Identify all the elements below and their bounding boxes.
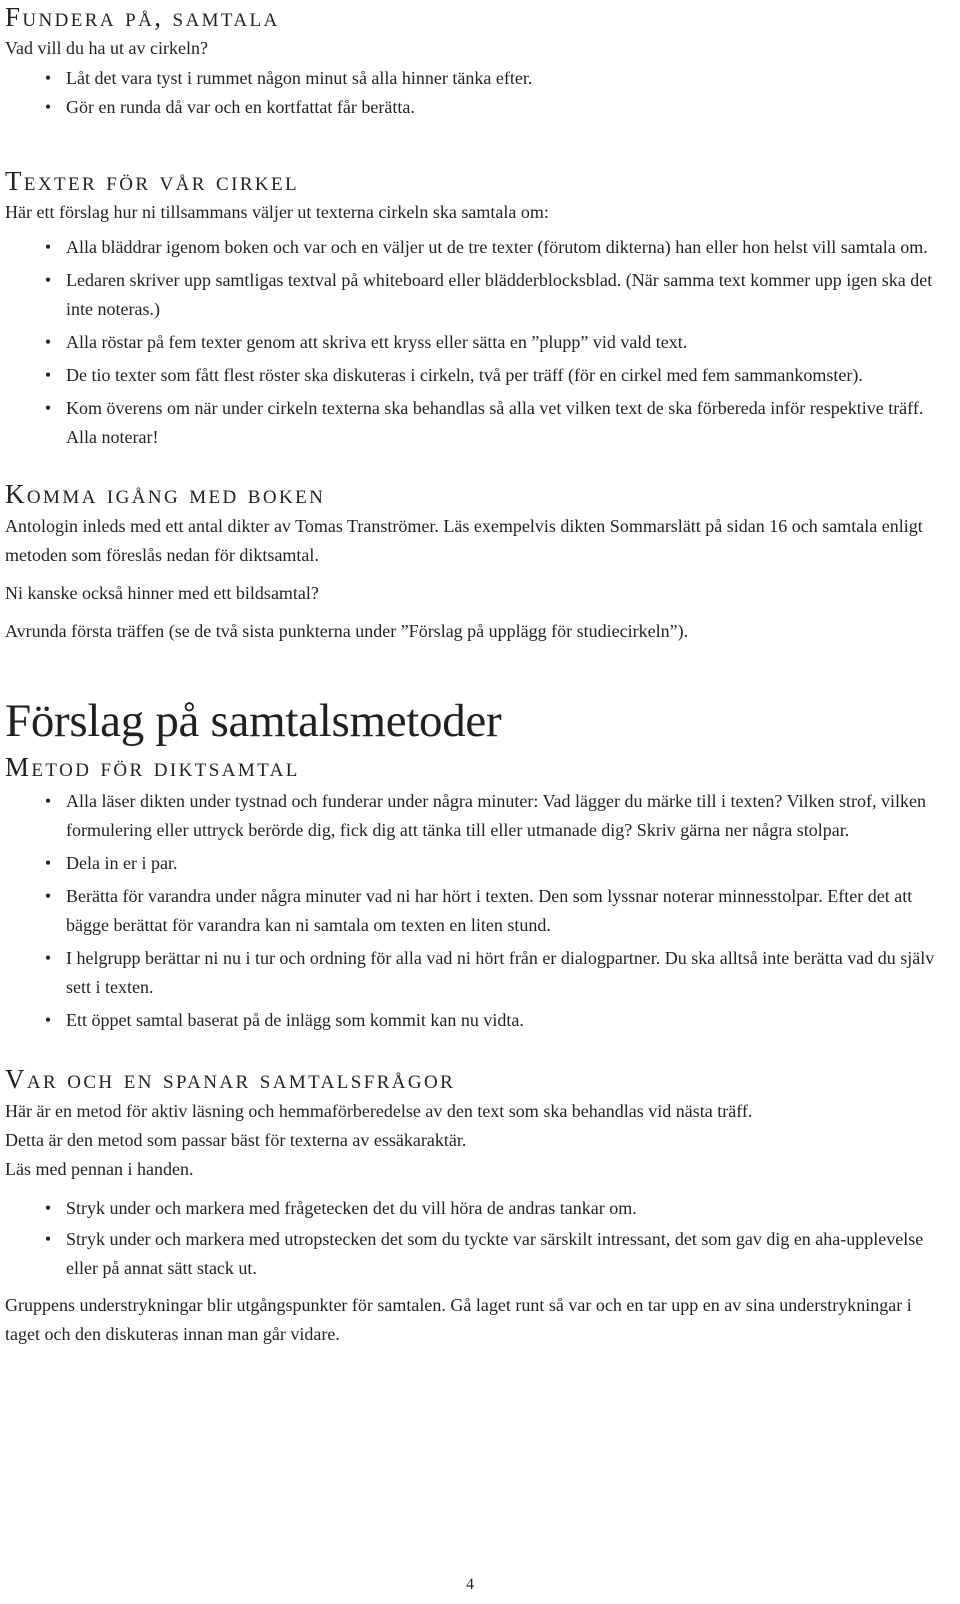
list-item: • Kom överens om när under cirkeln texterna ska behandlas så alla vet vilken text de ska förbereda inför respektive träff. Alla noterar! xyxy=(5,394,950,452)
heading-var-och-en-spanar: Var och en spanar samtalsfrågor xyxy=(5,1064,456,1094)
heading-texter: Texter för vår cirkel xyxy=(5,166,300,196)
heading-fundera: Fundera på, samtala xyxy=(5,2,280,32)
bullet-icon: • xyxy=(44,97,52,117)
section1-list xyxy=(5,64,950,122)
section4-list xyxy=(5,787,950,1035)
section5-intro-line: Här är en metod för aktiv läsning och hemmaförberedelse av den text som ska behandlas vid nästa träff. xyxy=(5,1101,753,1121)
bullet-icon: • xyxy=(44,853,52,873)
bullet-icon: • xyxy=(44,68,52,88)
bullet-icon: • xyxy=(44,332,52,352)
page-number: 4 xyxy=(466,1576,474,1593)
heading-komma-igang: Komma igång med boken xyxy=(5,479,326,509)
list-item: • Gör en runda då var och en kortfattat får berätta. xyxy=(5,93,950,122)
section5-list xyxy=(5,1194,950,1283)
list-item: • Stryk under och markera med utropstecken det som du tyckte var särskilt intressant, det som gav dig en aha-upplevelse eller på annat sätt stack ut. xyxy=(5,1225,950,1283)
list-item: • Låt det vara tyst i rummet någon minut så alla hinner tänka efter. xyxy=(5,64,950,93)
list-item: • Dela in er i par. xyxy=(5,849,950,878)
heading-metod-diktsamtal: Metod för diktsamtal xyxy=(5,752,300,782)
list-item: • Alla bläddrar igenom boken och var och en väljer ut de tre texter (förutom dikterna) han eller hon helst vill samtala om. xyxy=(5,233,950,262)
bullet-icon: • xyxy=(44,398,52,418)
list-item: • Alla röstar på fem texter genom att skriva ett kryss eller sätta en ”plupp” vid vald text. xyxy=(5,328,950,357)
list-item: • De tio texter som fått flest röster ska diskuteras i cirkeln, två per träff (för en cirkel med fem sammankomster). xyxy=(5,361,950,390)
bullet-icon: • xyxy=(44,791,52,811)
bullet-icon: • xyxy=(44,1010,52,1030)
bullet-icon: • xyxy=(44,365,52,385)
section1-intro: Vad vill du ha ut av cirkeln? xyxy=(5,38,208,58)
section3-paragraph: Ni kanske också hinner med ett bildsamtal? xyxy=(5,583,319,603)
list-item: • Ledaren skriver upp samtligas textval på whiteboard eller blädderblocksblad. (När samma text kommer upp igen ska det inte noteras.) xyxy=(5,266,950,324)
list-item: • I helgrupp berättar ni nu i tur och ordning för alla vad ni hört från er dialogpartner. Du ska alltså inte berätta vad du själv sett i texten. xyxy=(5,944,950,1002)
bullet-icon: • xyxy=(44,886,52,906)
section3-paragraph: Antologin inleds med ett antal dikter av Tomas Tranströmer. Läs exempelvis dikten Sommarslätt på sidan 16 och samtala enligt metoden som föreslås nedan för diktsamtal. xyxy=(5,516,923,565)
bullet-icon: • xyxy=(44,948,52,968)
section2-intro: Här ett förslag hur ni tillsammans väljer ut texterna cirkeln ska samtala om: xyxy=(5,202,549,222)
main-heading: Förslag på samtalsmetoder xyxy=(5,695,502,747)
bullet-icon: • xyxy=(44,1198,52,1218)
document-page xyxy=(5,0,950,1349)
section5-closing: Gruppens understrykningar blir utgångspunkter för samtalen. Gå laget runt så var och en tar upp en av sina understrykningar i taget och den diskuteras innan man går vidare. xyxy=(5,1295,912,1344)
bullet-icon: • xyxy=(44,270,52,290)
section5-intro-line: Detta är den metod som passar bäst för texterna av essäkaraktär. xyxy=(5,1130,467,1150)
list-item: • Ett öppet samtal baserat på de inlägg som kommit kan nu vidta. xyxy=(5,1006,950,1035)
bullet-icon: • xyxy=(44,237,52,257)
list-item: • Alla läser dikten under tystnad och funderar under några minuter: Vad lägger du märke till i texten? Vilken strof, vilken formulering eller uttryck berörde dig, fick dig att tänka till eller utmanade dig? Skriv gärna ner några stolpar. xyxy=(5,787,950,845)
section3-paragraph: Avrunda första träffen (se de två sista punkterna under ”Förslag på upplägg för studiecirkeln”). xyxy=(5,621,689,641)
list-item: • Berätta för varandra under några minuter vad ni har hört i texten. Den som lyssnar noterar minnesstolpar. Efter det att bägge berättat för varandra kan ni samtala om texten en liten stund. xyxy=(5,882,950,940)
section2-list xyxy=(5,233,950,452)
list-item: • Stryk under och markera med frågetecken det du vill höra de andras tankar om. xyxy=(5,1194,950,1223)
section5-intro-line: Läs med pennan i handen. xyxy=(5,1159,194,1179)
bullet-icon: • xyxy=(44,1229,52,1249)
